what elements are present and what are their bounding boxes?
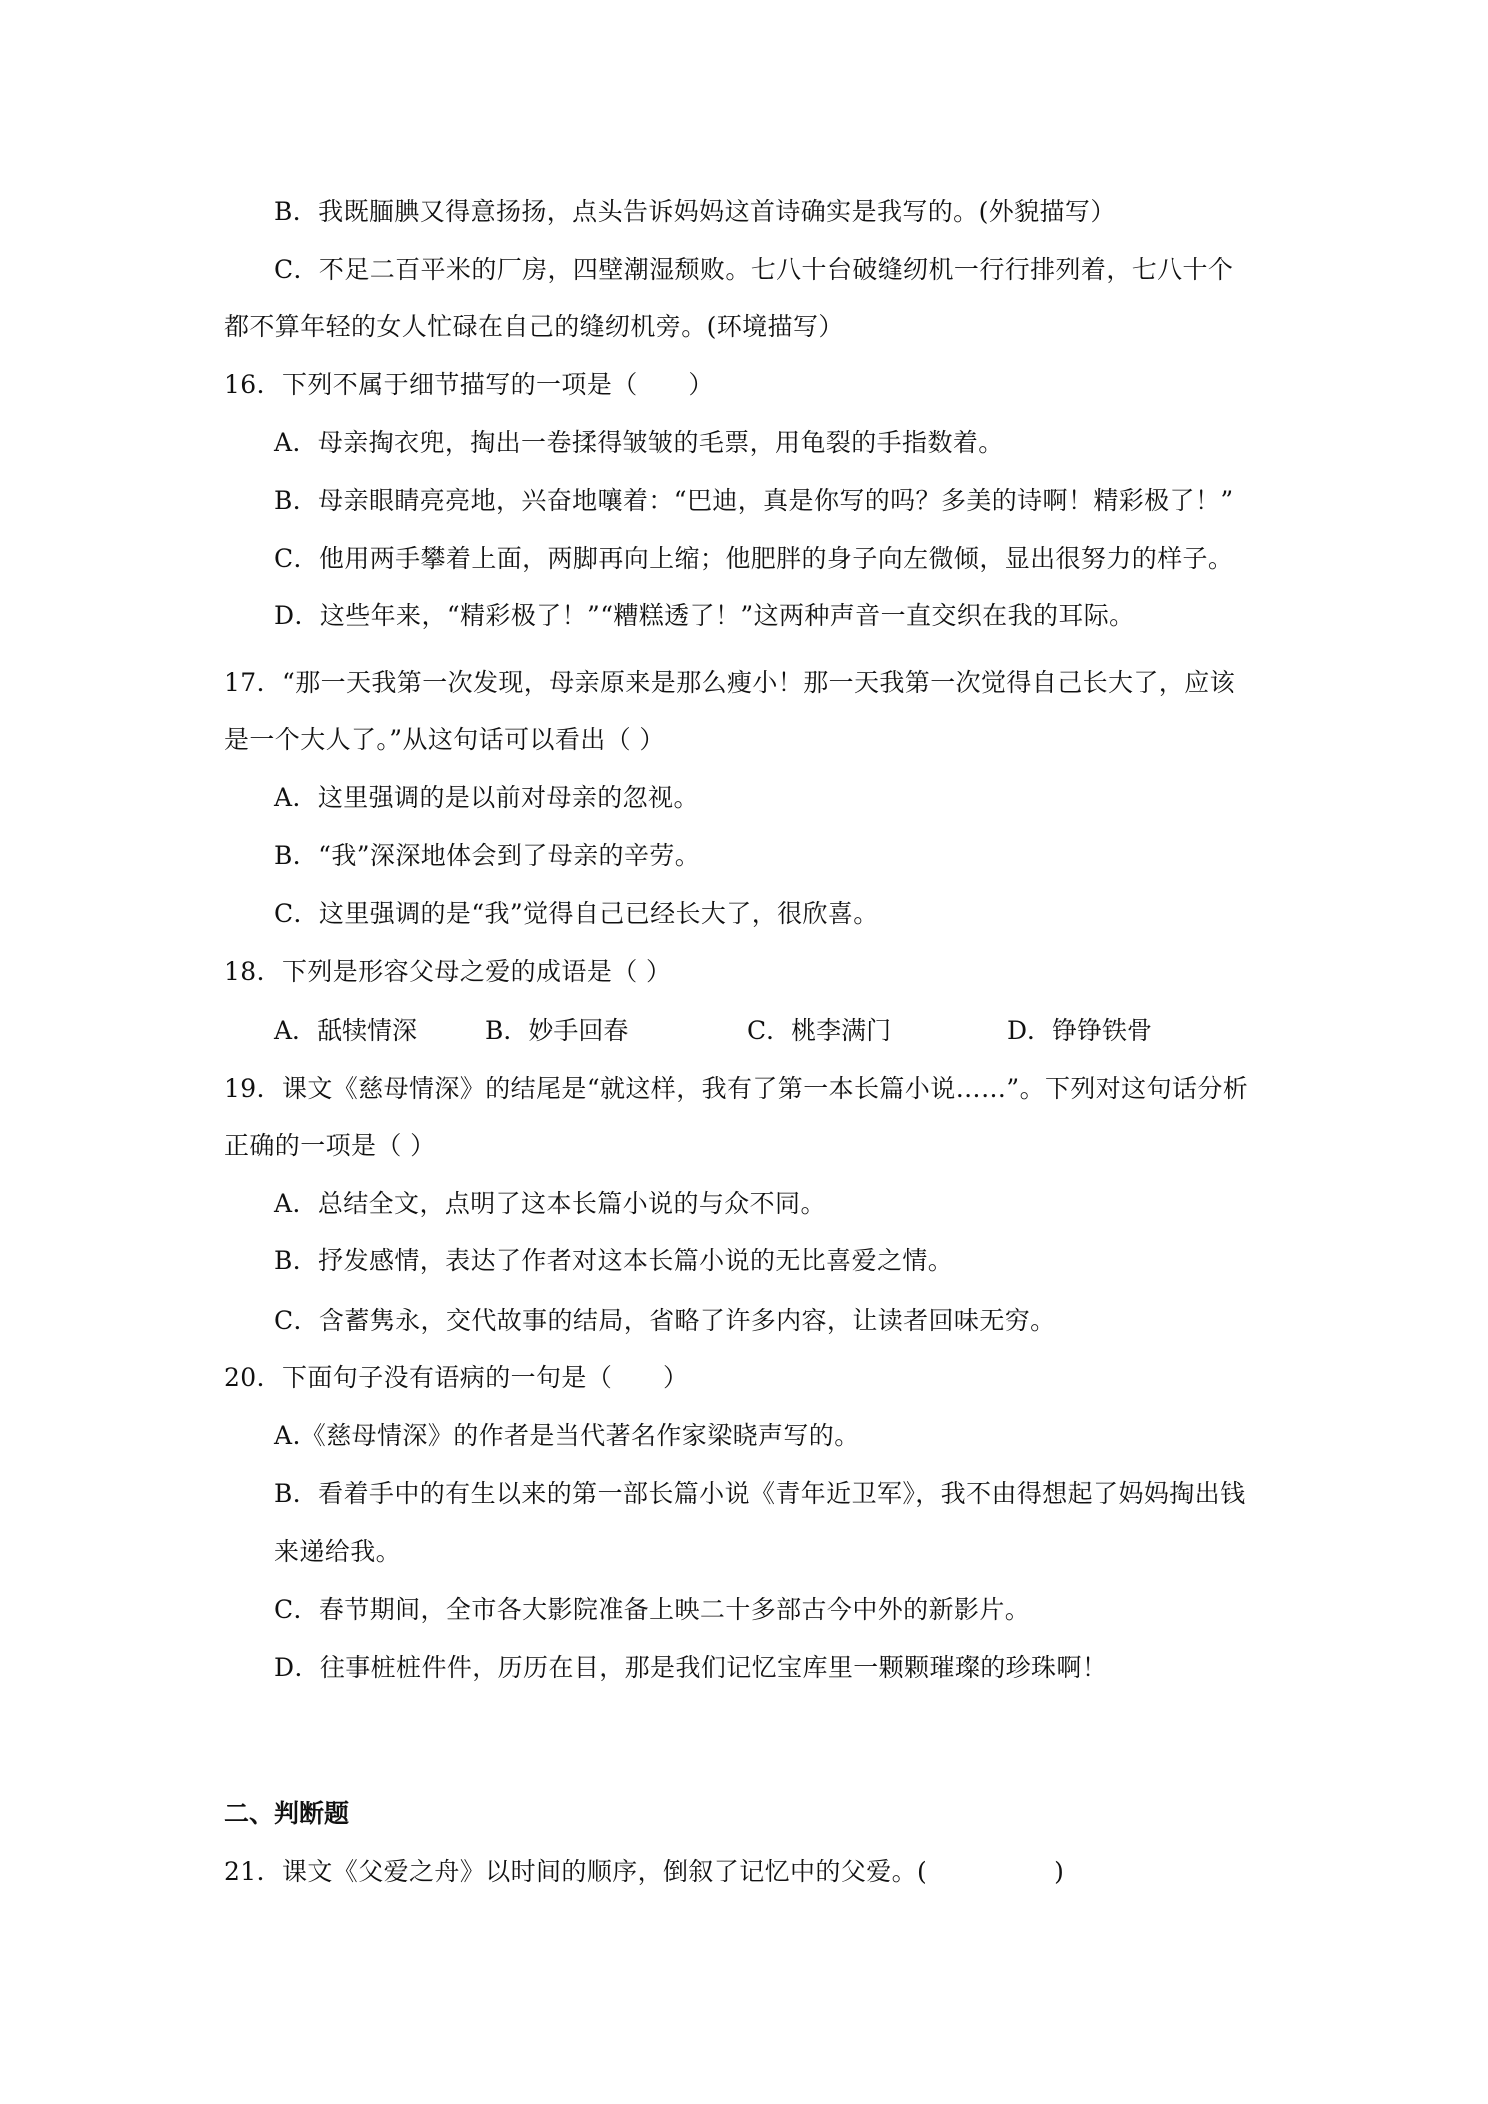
q17-stem-line2: 是一个大人了。”从这句话可以看出（ ） (224, 725, 665, 754)
q18-option-d: D．铮铮铁骨 (1007, 1016, 1153, 1045)
q17-stem-line1: 17．“那一天我第一次发现，母亲原来是那么瘦小！那一天我第一次觉得自己长大了，应该 (224, 668, 1235, 697)
q16-stem: 16．下列不属于细节描写的一项是（ ） (224, 370, 714, 399)
q16-option-c: C．他用两手攀着上面，两脚再向上缩；他肥胖的身子向左微倾，显出很努力的样子。 (274, 544, 1234, 573)
q17-option-c: C．这里强调的是“我”觉得自己已经长大了，很欣喜。 (274, 899, 879, 928)
q16-option-b: B．母亲眼睛亮亮地，兴奋地嚷着：“巴迪，真是你写的吗？多美的诗啊！精彩极了！” (274, 486, 1234, 515)
q17-option-a: A．这里强调的是以前对母亲的忽视。 (274, 783, 699, 812)
q18-option-b: B．妙手回春 (485, 1016, 629, 1045)
q18-stem: 18．下列是形容父母之爱的成语是（ ） (224, 957, 672, 986)
q21-stem: 21．课文《父爱之舟》以时间的顺序，倒叙了记忆中的父爱。( ) (224, 1857, 1065, 1886)
q18-option-a: A．舐犊情深 (274, 1016, 418, 1045)
q19-option-a: A．总结全文，点明了这本长篇小说的与众不同。 (274, 1189, 826, 1218)
q15-option-b: B．我既腼腆又得意扬扬，点头告诉妈妈这首诗确实是我写的。(外貌描写） (274, 197, 1116, 226)
q15-option-c-line2: 都不算年轻的女人忙碌在自己的缝纫机旁。(环境描写） (224, 312, 844, 341)
q20-option-d: D．往事桩桩件件，历历在目，那是我们记忆宝库里一颗颗璀璨的珍珠啊！ (274, 1653, 1108, 1682)
q18-option-c: C．桃李满门 (747, 1016, 892, 1045)
q20-option-b-line1: B．看着手中的有生以来的第一部长篇小说《青年近卫军》，我不由得想起了妈妈掏出钱 (274, 1479, 1246, 1508)
q17-option-b: B．“我”深深地体会到了母亲的辛劳。 (274, 841, 701, 870)
q20-stem: 20．下面句子没有语病的一句是（ ） (224, 1363, 689, 1392)
q19-option-c: C．含蓄隽永，交代故事的结局，省略了许多内容，让读者回味无穷。 (274, 1306, 1056, 1335)
q16-option-a: A．母亲掏衣兜，掏出一卷揉得皱皱的毛票，用龟裂的手指数着。 (274, 428, 1004, 457)
q19-stem-line2: 正确的一项是（ ） (224, 1131, 436, 1160)
q19-option-b: B．抒发感情，表达了作者对这本长篇小说的无比喜爱之情。 (274, 1246, 954, 1275)
q20-option-c: C．春节期间，全市各大影院准备上映二十多部古今中外的新影片。 (274, 1595, 1031, 1624)
q20-option-a: A.《慈母情深》的作者是当代著名作家梁晓声写的。 (274, 1421, 860, 1450)
q19-stem-line1: 19．课文《慈母情深》的结尾是“就这样，我有了第一本长篇小说……”。下列对这句话分析 (224, 1074, 1249, 1103)
section-heading-judgement: 二、判断题 (224, 1799, 350, 1828)
q18-options (274, 1015, 1274, 1047)
q15-option-c-line1: C．不足二百平米的厂房，四壁潮湿颓败。七八十台破缝纫机一行行排列着，七八十个 (274, 255, 1234, 284)
q16-option-d: D．这些年来，“精彩极了！”“糟糕透了！”这两种声音一直交织在我的耳际。 (274, 601, 1135, 630)
q20-option-b-line2: 来递给我。 (274, 1537, 402, 1566)
